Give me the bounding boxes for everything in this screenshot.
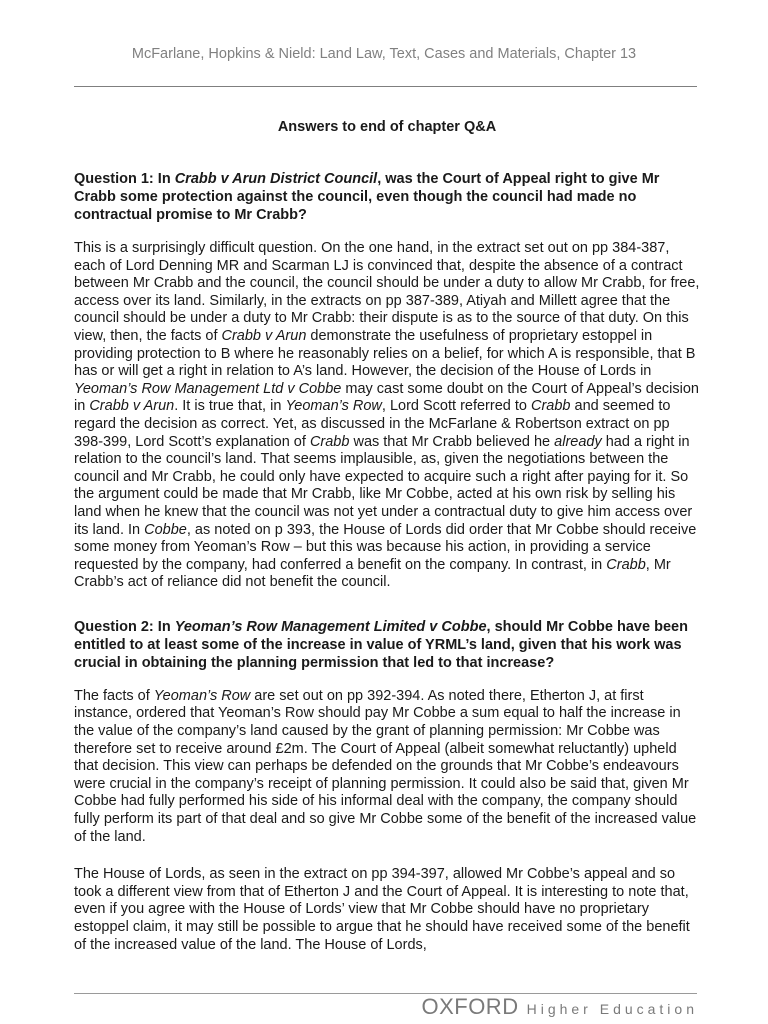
publisher-subtitle: Higher Education bbox=[526, 1001, 698, 1017]
case-name: Yeoman’s Row Management Limited v Cobbe bbox=[174, 618, 487, 635]
publisher-brand: OXFORD bbox=[421, 994, 519, 1019]
case-name: Crabb v Arun District Council bbox=[174, 171, 378, 187]
document-body bbox=[74, 114, 700, 954]
answer-2-paragraph-2: The House of Lords, as seen in the extract on pp 394-397, allowed Mr Cobbe’s appeal and so took a different view from that of Etherton J and the Court of Appeal. It is interesting to note that, even if you agree with the House of Lords’ view that Mr Cobbe should have no proprietary estoppel claim, it may still be possible to argue that he should have received some of the benefit of the increased value of the land. The House of Lords, bbox=[74, 866, 690, 953]
page-title: Answers to end of chapter Q&A bbox=[277, 119, 497, 135]
running-header: McFarlane, Hopkins & Nield: Land Law, Text, Cases and Materials, Chapter 13 bbox=[131, 46, 637, 62]
answer-1-paragraph: This is a surprisingly difficult question. On the one hand, in the extract set out on pp 384-387, each of Lord Denning MR and Scarman LJ is convinced that, despite the absence of a contract between Mr Crabb and the council, the council should be under a duty to allow Mr Crabb, for free, access over its land. Similarly, in the extracts on pp 387-389, Atiyah and Millett agree that the council should be under a duty to Mr Crabb: their dispute is as to the source of that duty. On this view, then, the facts of Crabb v Arun demonstrate the usefulness of proprietary estoppel in providing protection to B where he reasonably relies on a belief, for which A is responsible, that B has or will get a right in relation to A’s land. However, the decision of the House of Lords in Yeoman’s Row Management Ltd v Cobbe may cast some doubt on the Court of Appeal’s decision in Crabb v Arun. It is true that, in Yeoman’s Row, Lord Scott referred to Crabb and seemed to regard the decision as correct. Yet, as discussed in the McFarlane & Robertson extract on pp 398-399, Lord Scott’s explanation of Crabb was that Mr Crabb believed he already had a right in relation to the council’s land. That seems implausible, as, given the negotiations between the council and Mr Crabb, he could only have expected to acquire such a right after paying for it. So the argument could be made that Mr Crabb, like Mr Cobbe, acted at his own risk by selling his land when he knew that the council was not yet under a contractual duty to give him access over its land. In Cobbe, as noted on p 393, the House of Lords did order that Mr Cobbe should receive some money from Yeoman’s Row – but this was because his action, in providing a service requested by the company, had conferred a benefit on the company. In contrast, in Crabb, Mr Crabb’s act of reliance did not benefit the council. bbox=[74, 240, 700, 591]
question-2: Question 2: In Yeoman’s Row Management Limited v Cobbe, should Mr Cobbe have been entitled to at least some of the increase in value of YRML’s land, given that his work was crucial in obtaining the planning permission that led to that increase? bbox=[74, 618, 688, 671]
publisher-logo bbox=[421, 994, 698, 1023]
answer-2-paragraph-1: The facts of Yeoman’s Row are set out on pp 392-394. As noted there, Etherton J, at first instance, ordered that Yeoman’s Row should pay Mr Cobbe a sum equal to half the increase in the value of the company’s land caused by the grant of planning permission: Mr Cobbe was therefore set to receive around £2m. The Court of Appeal (albeit somewhat reluctantly) upheld that decision. This view can perhaps be defended on the grounds that Mr Cobbe’s endeavours were crucial in the company’s receipt of planning permission. It could also be said that, given Mr Cobbe had fully performed his side of his informal deal with the company, the company should fully perform its part of that deal and so give Mr Cobbe some of the benefit of the increased value of the land. bbox=[74, 687, 697, 845]
header-divider bbox=[74, 86, 697, 87]
question-1: Question 1: In Crabb v Arun District Council, was the Court of Appeal right to give Mr Crabb some protection against the council, even though the council had made no contractual promise to Mr Crabb? bbox=[74, 171, 660, 223]
